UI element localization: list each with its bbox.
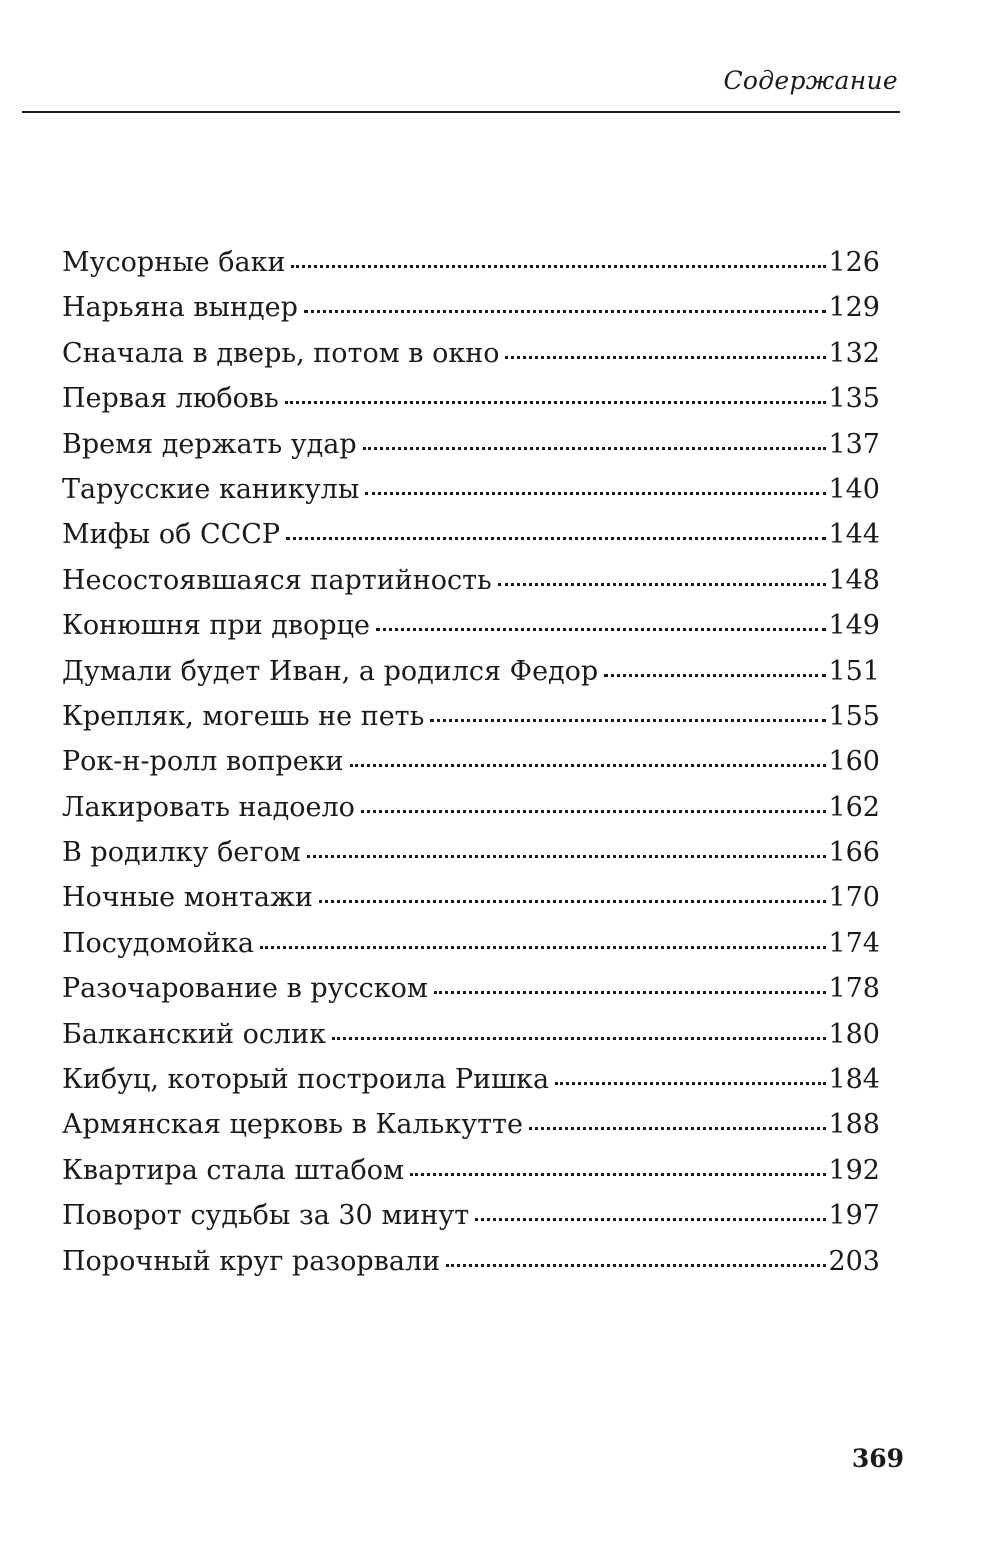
page-number: 369 — [851, 1444, 904, 1473]
toc-entry-page: 144 — [828, 519, 880, 551]
dot-leader — [529, 1127, 827, 1130]
toc-entry-title: Конюшня при дворце — [62, 610, 370, 642]
dot-leader — [361, 810, 827, 813]
toc-entry-page: 132 — [828, 337, 880, 369]
dot-leader — [498, 583, 827, 586]
dot-leader — [410, 1173, 826, 1176]
toc-entry — [62, 1193, 880, 1238]
toc-entry — [62, 1012, 880, 1057]
table-of-contents — [62, 240, 880, 1284]
toc-entry-title: Разочарование в русском — [62, 973, 428, 1005]
dot-leader — [363, 447, 827, 450]
toc-entry-title: Порочный круг разорвали — [62, 1245, 441, 1277]
toc-entry-title: Несостоявшаяся партийность — [62, 564, 492, 596]
toc-entry-page: 178 — [828, 973, 880, 1005]
dot-leader — [365, 492, 826, 495]
toc-entry-title: Лакировать надоело — [62, 791, 355, 823]
toc-entry-title: Кибуц, который построила Ришка — [62, 1064, 550, 1096]
dot-leader — [376, 628, 827, 631]
toc-entry — [62, 285, 880, 330]
toc-entry — [62, 785, 880, 830]
dot-leader — [475, 1218, 826, 1221]
dot-leader — [291, 265, 826, 268]
dot-leader — [350, 764, 827, 767]
toc-entry-page: 192 — [828, 1154, 880, 1186]
toc-entry-page: 166 — [828, 837, 880, 869]
toc-entry-title: Крепляк, могешь не петь — [62, 700, 425, 732]
toc-entry-page: 151 — [828, 655, 880, 687]
dot-leader — [319, 900, 827, 903]
toc-entry-page: 129 — [828, 292, 880, 324]
dot-leader — [505, 356, 826, 359]
toc-entry — [62, 376, 880, 421]
toc-entry — [62, 649, 880, 694]
dot-leader — [285, 401, 827, 404]
toc-entry — [62, 1148, 880, 1193]
toc-entry-page: 184 — [828, 1064, 880, 1096]
dot-leader — [604, 674, 826, 677]
toc-entry-title: Армянская церковь в Калькутте — [62, 1109, 523, 1141]
toc-entry-title: Думали будет Иван, а родился Федор — [62, 655, 599, 687]
toc-entry-page: 174 — [828, 927, 880, 959]
toc-entry — [62, 875, 880, 920]
toc-entry — [62, 467, 880, 512]
dot-leader — [434, 991, 827, 994]
toc-entry — [62, 1057, 880, 1102]
toc-entry-title: Тарусские каникулы — [62, 473, 360, 505]
toc-entry — [62, 422, 880, 467]
toc-entry-title: Ночные монтажи — [62, 882, 313, 914]
toc-entry-page: 197 — [828, 1200, 880, 1232]
toc-entry-title: В родилку бегом — [62, 837, 301, 869]
toc-entry-page: 180 — [828, 1018, 880, 1050]
toc-entry-title: Рок-н-ролл вопреки — [62, 746, 344, 778]
running-head: Содержание — [723, 66, 898, 95]
toc-entry-page: 149 — [828, 610, 880, 642]
toc-entry — [62, 1102, 880, 1147]
toc-entry-title: Поворот судьбы за 30 минут — [62, 1200, 470, 1232]
dot-leader — [446, 1264, 826, 1267]
toc-entry-page: 188 — [828, 1109, 880, 1141]
toc-entry-title: Нарьяна вындер — [62, 292, 298, 324]
toc-entry-page: 162 — [828, 791, 880, 823]
toc-entry — [62, 966, 880, 1011]
toc-entry — [62, 331, 880, 376]
toc-entry-page: 135 — [828, 383, 880, 415]
toc-entry — [62, 512, 880, 557]
toc-entry-title: Время держать удар — [62, 428, 357, 460]
dot-leader — [332, 1037, 826, 1040]
toc-entry — [62, 558, 880, 603]
toc-entry-title: Квартира стала штабом — [62, 1154, 405, 1186]
toc-entry — [62, 1239, 880, 1284]
toc-entry-page: 170 — [828, 882, 880, 914]
dot-leader — [307, 855, 827, 858]
toc-entry-page: 203 — [828, 1245, 880, 1277]
toc-entry-title: Мусорные баки — [62, 247, 286, 278]
dot-leader — [260, 946, 827, 949]
toc-entry — [62, 694, 880, 739]
toc-entry-page: 155 — [828, 700, 880, 732]
toc-entry-page: 160 — [828, 746, 880, 778]
toc-entry-title: Сначала в дверь, потом в окно — [62, 337, 500, 369]
dot-leader — [555, 1082, 826, 1085]
toc-entry-page: 126 — [828, 247, 880, 278]
toc-entry — [62, 603, 880, 648]
toc-entry — [62, 240, 880, 285]
toc-entry-page: 148 — [828, 564, 880, 596]
toc-entry — [62, 921, 880, 966]
toc-entry — [62, 830, 880, 875]
dot-leader — [304, 310, 827, 313]
toc-entry — [62, 739, 880, 784]
dot-leader — [430, 719, 826, 722]
header-rule — [22, 111, 900, 113]
toc-entry-title: Посудомойка — [62, 927, 254, 959]
toc-entry-title: Мифы об СССР — [62, 519, 281, 551]
dot-leader — [286, 537, 826, 540]
toc-entry-title: Балканский ослик — [62, 1018, 327, 1050]
toc-entry-page: 137 — [828, 428, 880, 460]
toc-entry-page: 140 — [828, 473, 880, 505]
toc-entry-title: Первая любовь — [62, 383, 279, 415]
